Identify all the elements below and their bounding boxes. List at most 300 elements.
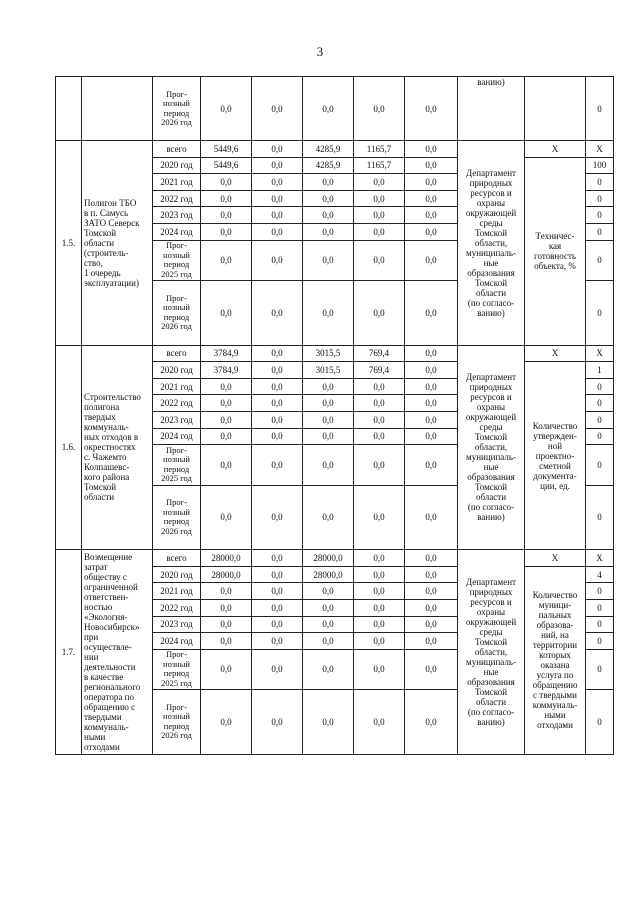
item-name-text: Полигон ТБО в п. Самусь ЗАТО Северск Томской области (строитель- ство, 1 очередь эксплуатации) xyxy=(84,197,140,288)
value-cell xyxy=(303,411,354,428)
value-cell-text: 0,0 xyxy=(425,210,437,221)
item-number-text: 1.7. xyxy=(61,646,76,657)
value-cell-text: 0,0 xyxy=(322,226,334,237)
value-cell xyxy=(303,599,354,616)
value-cell-text: 0,0 xyxy=(271,602,283,613)
value-cell xyxy=(354,362,405,379)
indicator-value-cell xyxy=(586,616,614,633)
period-cell-text: 2024 год xyxy=(160,431,193,442)
value-cell xyxy=(354,207,405,224)
period-cell-text: Прог- нозный период 2025 год xyxy=(161,649,192,688)
indicator-name-text: Количество утвержден- ной проектно- сметной документа- ции, ед. xyxy=(532,420,578,491)
value-cell-text: 0,0 xyxy=(425,160,437,171)
value-cell xyxy=(252,599,303,616)
value-cell-text: 0,0 xyxy=(271,176,283,187)
value-cell xyxy=(354,190,405,207)
value-cell-text: 0,0 xyxy=(322,307,334,318)
value-cell-text: 0,0 xyxy=(373,635,385,646)
value-cell-text: 0,0 xyxy=(271,143,283,154)
value-cell xyxy=(405,378,458,395)
value-cell xyxy=(201,378,252,395)
value-cell-text: 0,0 xyxy=(271,364,283,375)
value-cell-text: 0,0 xyxy=(425,619,437,630)
indicator-value-cell xyxy=(586,649,614,690)
indicator-value-cell xyxy=(586,174,614,191)
value-cell xyxy=(201,207,252,224)
value-cell-text: 0,0 xyxy=(220,586,232,597)
period-cell xyxy=(153,616,201,633)
period-cell-text: Прог- нозный период 2026 год xyxy=(161,497,192,536)
indicator-value-cell-text: X xyxy=(596,348,603,359)
indicator-cell xyxy=(525,77,586,141)
value-cell xyxy=(201,566,252,583)
indicator-value-cell-text: 100 xyxy=(592,160,607,171)
value-cell xyxy=(354,281,405,346)
item-name xyxy=(82,550,153,755)
indicator-value-cell-text: 1 xyxy=(597,364,602,375)
value-cell-text: 0,0 xyxy=(322,398,334,409)
value-cell xyxy=(303,77,354,141)
value-cell xyxy=(201,395,252,412)
value-cell-text: 0,0 xyxy=(322,414,334,425)
value-cell xyxy=(303,485,354,550)
indicator-value-cell-text: 0 xyxy=(597,226,602,237)
value-cell xyxy=(252,281,303,346)
value-cell xyxy=(252,445,303,486)
value-cell xyxy=(252,207,303,224)
value-cell-text: 0,0 xyxy=(425,586,437,597)
period-cell-text: 2023 год xyxy=(160,619,193,630)
value-cell-text: 5449,6 xyxy=(213,143,239,154)
value-cell-text: 0,0 xyxy=(373,586,385,597)
value-cell xyxy=(405,649,458,690)
value-cell xyxy=(201,633,252,650)
value-cell xyxy=(303,207,354,224)
value-cell xyxy=(405,207,458,224)
value-cell xyxy=(354,378,405,395)
value-cell xyxy=(405,223,458,240)
num-cell xyxy=(56,77,82,141)
value-cell-text: 0,0 xyxy=(220,226,232,237)
value-cell-text: 0,0 xyxy=(271,512,283,523)
period-cell-text: Прог- нозный период 2025 год xyxy=(161,240,192,279)
value-cell xyxy=(252,157,303,174)
value-cell-text: 0,0 xyxy=(220,210,232,221)
period-cell xyxy=(153,411,201,428)
value-cell-text: 0,0 xyxy=(322,431,334,442)
value-cell-text: 0,0 xyxy=(425,364,437,375)
dept-cell-text: ванию) xyxy=(477,77,505,87)
value-cell-text: 0,0 xyxy=(425,398,437,409)
value-cell xyxy=(252,583,303,600)
value-cell xyxy=(252,141,303,158)
period-cell xyxy=(153,77,201,141)
indicator-name-cell-text: X xyxy=(551,143,559,154)
value-cell xyxy=(354,240,405,281)
value-cell xyxy=(201,411,252,428)
value-cell xyxy=(354,411,405,428)
indicator-value-cell-text: 0 xyxy=(597,255,602,266)
value-cell xyxy=(201,428,252,445)
value-cell-text: 0,0 xyxy=(425,716,437,727)
period-cell-text: Прог- нозный период 2025 год xyxy=(161,444,192,484)
value-cell-text: 0,0 xyxy=(271,255,283,266)
period-cell-text: 2023 год xyxy=(160,414,193,425)
value-cell-text: 1165,7 xyxy=(366,143,392,154)
period-cell xyxy=(153,362,201,379)
value-cell xyxy=(303,362,354,379)
value-cell xyxy=(354,428,405,445)
value-cell xyxy=(354,223,405,240)
value-cell-text: 0,0 xyxy=(271,160,283,171)
value-cell xyxy=(252,566,303,583)
value-cell-text: 0,0 xyxy=(322,635,334,646)
indicator-value-cell xyxy=(586,345,614,362)
value-cell-text: 3784,9 xyxy=(213,364,239,375)
value-cell xyxy=(201,362,252,379)
value-cell-text: 28000,0 xyxy=(211,552,241,563)
indicator-name-cell-text: X xyxy=(551,552,559,563)
value-cell xyxy=(201,485,252,550)
value-cell-text: 0,0 xyxy=(373,716,385,727)
value-cell-text: 0,0 xyxy=(373,459,385,470)
value-cell-text: 0,0 xyxy=(271,307,283,318)
value-cell-text: 0,0 xyxy=(425,348,437,359)
value-cell xyxy=(201,281,252,346)
value-cell-text: 0,0 xyxy=(220,103,232,114)
value-cell-text: 0,0 xyxy=(271,459,283,470)
value-cell-text: 0,0 xyxy=(322,193,334,204)
value-cell-text: 0,0 xyxy=(425,307,437,318)
value-cell-text: 0,0 xyxy=(373,381,385,392)
value-cell-text: 0,0 xyxy=(373,307,385,318)
period-cell xyxy=(153,223,201,240)
indicator-value-cell-text: 0 xyxy=(597,431,602,442)
value-cell xyxy=(303,190,354,207)
value-cell-text: 0,0 xyxy=(220,414,232,425)
value-cell-text: 0,0 xyxy=(220,716,232,727)
indicator-name-cell xyxy=(525,345,586,362)
value-cell-text: 0,0 xyxy=(322,716,334,727)
value-cell-text: 0,0 xyxy=(271,586,283,597)
period-cell-text: 2021 год xyxy=(160,586,193,597)
value-cell xyxy=(201,445,252,486)
period-cell xyxy=(153,599,201,616)
period-cell xyxy=(153,207,201,224)
value-cell xyxy=(405,445,458,486)
value-cell xyxy=(201,190,252,207)
indicator-value-cell-text: 0 xyxy=(597,664,602,675)
value-cell-text: 4285,9 xyxy=(315,160,341,171)
value-cell-text: 0,0 xyxy=(220,459,232,470)
indicator-value-cell-text: 0 xyxy=(597,193,602,204)
value-cell-text: 0,0 xyxy=(373,619,385,630)
period-cell xyxy=(153,690,201,755)
value-cell-text: 0,0 xyxy=(271,635,283,646)
indicator-name-text: Количество муници- пальных образова- ний, на территории которых оказана услуга по обращению с твердыми коммуналь- ными отходами xyxy=(532,590,578,731)
indicator-value-cell-text: 0 xyxy=(597,602,602,613)
value-cell xyxy=(303,633,354,650)
value-cell-text: 0,0 xyxy=(322,255,334,266)
value-cell xyxy=(354,345,405,362)
period-cell xyxy=(153,281,201,346)
value-cell xyxy=(252,190,303,207)
period-cell-text: 2024 год xyxy=(160,226,193,237)
value-cell xyxy=(201,174,252,191)
period-cell-text: Прог- нозный период 2026 год xyxy=(161,292,192,332)
indicator-value-cell-text: X xyxy=(596,143,603,154)
period-cell xyxy=(153,566,201,583)
value-cell-text: 0,0 xyxy=(220,619,232,630)
value-cell-text: 28000,0 xyxy=(313,552,343,563)
item-number xyxy=(56,345,82,550)
table-row xyxy=(56,550,614,567)
period-cell xyxy=(153,550,201,567)
value-cell-text: 0,0 xyxy=(373,398,385,409)
value-cell xyxy=(201,345,252,362)
value-cell xyxy=(201,599,252,616)
item-name-text: Возмещение затрат обществу с ограниченной ответствен- ностью «Экология- Новосибирск» при осуществле- нии деятельности в качестве регионального оператора по обращению с твердыми коммуналь- ными отходами xyxy=(84,551,141,752)
value-cell-text: 0,0 xyxy=(220,431,232,442)
indicator-value-cell-text: 0 xyxy=(597,176,602,187)
value-cell-text: 0,0 xyxy=(220,664,232,675)
responsible-dept-text: Департамент природных ресурсов и охраны окружающей среды Томской области, муниципаль- ные образования Томской области (по согласо- ванию) xyxy=(465,372,517,523)
value-cell xyxy=(354,174,405,191)
indicator-value-cell-text: 0 xyxy=(597,635,602,646)
value-cell xyxy=(252,633,303,650)
value-cell-text: 0,0 xyxy=(373,103,385,114)
value-cell-text: 0,0 xyxy=(425,255,437,266)
value-cell xyxy=(405,77,458,141)
value-cell-text: 5449,6 xyxy=(213,160,239,171)
value-cell xyxy=(405,411,458,428)
value-cell-text: 0,0 xyxy=(425,512,437,523)
value-cell xyxy=(303,395,354,412)
value-cell-text: 0,0 xyxy=(271,619,283,630)
value-cell xyxy=(252,616,303,633)
indicator-value-cell-text: 0 xyxy=(597,619,602,630)
table-row xyxy=(56,345,614,362)
value-cell-text: 0,0 xyxy=(271,716,283,727)
value-cell xyxy=(252,345,303,362)
value-cell xyxy=(405,550,458,567)
indicator-value-cell xyxy=(586,378,614,395)
value-cell xyxy=(252,411,303,428)
value-cell xyxy=(354,141,405,158)
period-cell-text: Прог- нозный период 2026 год xyxy=(161,88,192,127)
value-cell-text: 0,0 xyxy=(271,226,283,237)
period-cell-text: 2022 год xyxy=(160,398,193,409)
indicator-value-cell-text: 0 xyxy=(597,716,602,727)
value-cell xyxy=(405,281,458,346)
period-cell xyxy=(153,157,201,174)
value-cell-text: 0,0 xyxy=(373,210,385,221)
value-cell-text: 0,0 xyxy=(322,586,334,597)
value-cell xyxy=(252,174,303,191)
indicator-value-cell-text: 0 xyxy=(597,307,602,318)
value-cell xyxy=(252,362,303,379)
responsible-dept-text: Департамент природных ресурсов и охраны окружающей среды Томской области, муниципаль- ные образования Томской области (по согласо- ванию) xyxy=(465,167,517,318)
item-number xyxy=(56,141,82,346)
value-cell xyxy=(405,345,458,362)
value-cell-text: 769,4 xyxy=(368,364,390,375)
value-cell xyxy=(405,566,458,583)
period-cell xyxy=(153,141,201,158)
value-cell xyxy=(354,77,405,141)
value-cell xyxy=(252,428,303,445)
value-cell-text: 0,0 xyxy=(373,552,385,563)
value-cell xyxy=(405,428,458,445)
value-cell-text: 0,0 xyxy=(425,552,437,563)
budget-table xyxy=(55,76,614,755)
value-cell xyxy=(405,240,458,281)
value-cell-text: 0,0 xyxy=(271,398,283,409)
period-cell-text: всего xyxy=(166,143,187,154)
item-number-text: 1.5. xyxy=(61,237,76,248)
value-cell xyxy=(303,378,354,395)
value-cell-text: 0,0 xyxy=(220,193,232,204)
indicator-name xyxy=(525,566,586,754)
value-cell xyxy=(303,174,354,191)
value-cell xyxy=(201,550,252,567)
value-cell-text: 0,0 xyxy=(373,193,385,204)
value-cell-text: 0,0 xyxy=(322,210,334,221)
value-cell-text: 0,0 xyxy=(425,635,437,646)
value-cell-text: 0,0 xyxy=(220,176,232,187)
value-cell-text: 4285,9 xyxy=(315,143,341,154)
period-cell-text: 2021 год xyxy=(160,176,193,187)
value-cell-text: 0,0 xyxy=(425,193,437,204)
period-cell xyxy=(153,174,201,191)
indicator-value-cell xyxy=(586,428,614,445)
indicator-value-cell xyxy=(586,690,614,755)
value-cell xyxy=(303,566,354,583)
indicator-value-cell-text: 0 xyxy=(597,210,602,221)
value-cell xyxy=(252,395,303,412)
value-cell-text: 0,0 xyxy=(425,569,437,580)
value-cell-text: 0,0 xyxy=(220,255,232,266)
indicator-value-cell-text: 0 xyxy=(597,512,602,523)
indicator-value-cell xyxy=(586,207,614,224)
value-cell-text: 28000,0 xyxy=(313,569,343,580)
period-cell-text: 2024 год xyxy=(160,635,193,646)
indicator-value-cell-text: 0 xyxy=(597,381,602,392)
value-cell xyxy=(405,174,458,191)
period-cell xyxy=(153,345,201,362)
indicator-value-cell xyxy=(586,362,614,379)
period-cell xyxy=(153,649,201,690)
period-cell xyxy=(153,583,201,600)
value-cell-text: 0,0 xyxy=(271,569,283,580)
value-cell-text: 0,0 xyxy=(322,381,334,392)
indicator-name-cell-text: X xyxy=(551,348,559,359)
value-cell xyxy=(201,77,252,141)
value-cell-text: 0,0 xyxy=(271,431,283,442)
value-cell-text: 28000,0 xyxy=(211,569,241,580)
value-cell-text: 0,0 xyxy=(322,103,334,114)
value-cell-text: 3015,5 xyxy=(315,364,341,375)
value-cell-text: 0,0 xyxy=(271,193,283,204)
value-cell xyxy=(303,428,354,445)
value-cell-text: 0,0 xyxy=(322,512,334,523)
value-cell-text: 0,0 xyxy=(220,635,232,646)
carry-over-row xyxy=(56,77,614,141)
indicator-value-cell-text: X xyxy=(596,552,603,563)
period-cell-text: всего xyxy=(166,348,187,359)
item-name-text: Строительство полигона твердых коммуналь- ных отходов в окрестностях с. Чажемто Колпашевс- кого района Томской области xyxy=(84,392,141,503)
value-cell-text: 0,0 xyxy=(373,255,385,266)
period-cell xyxy=(153,240,201,281)
period-cell-text: Прог- нозный период 2026 год xyxy=(161,701,192,741)
value-cell xyxy=(201,649,252,690)
value-cell xyxy=(405,690,458,755)
value-cell xyxy=(303,141,354,158)
value-cell xyxy=(252,240,303,281)
value-cell xyxy=(354,395,405,412)
value-cell-text: 0,0 xyxy=(322,619,334,630)
value-cell xyxy=(354,649,405,690)
indicator-value-cell-text: 4 xyxy=(597,569,602,580)
value-cell-text: 0,0 xyxy=(373,431,385,442)
period-cell-text: 2023 год xyxy=(160,210,193,221)
value-cell xyxy=(303,157,354,174)
value-cell xyxy=(405,583,458,600)
page-number: 3 xyxy=(316,44,324,59)
period-cell xyxy=(153,633,201,650)
indicator-value-cell xyxy=(586,599,614,616)
value-cell-text: 1165,7 xyxy=(366,160,392,171)
value-cell-text: 0,0 xyxy=(220,602,232,613)
value-cell xyxy=(303,583,354,600)
value-cell xyxy=(354,616,405,633)
value-cell xyxy=(252,550,303,567)
value-cell xyxy=(252,378,303,395)
value-cell xyxy=(252,485,303,550)
responsible-dept xyxy=(458,141,525,346)
item-number-text: 1.6. xyxy=(61,442,76,453)
value-cell xyxy=(405,157,458,174)
value-cell xyxy=(405,395,458,412)
indicator-value-cell xyxy=(586,445,614,486)
value-cell xyxy=(354,583,405,600)
value-cell xyxy=(405,616,458,633)
value-cell-text: 0,0 xyxy=(425,176,437,187)
value-cell xyxy=(252,223,303,240)
value-cell xyxy=(201,141,252,158)
indicator-value-cell xyxy=(586,223,614,240)
value-cell-text: 0,0 xyxy=(271,664,283,675)
value-cell xyxy=(303,550,354,567)
value-cell-text: 0,0 xyxy=(425,103,437,114)
period-cell-text: 2020 год xyxy=(160,364,193,375)
value-cell xyxy=(252,690,303,755)
responsible-dept-text: Департамент природных ресурсов и охраны окружающей среды Томской области, муниципаль- ные образования Томской области (по согласо- ванию) xyxy=(465,576,517,727)
value-cell-text: 0,0 xyxy=(322,602,334,613)
value-cell-text: 0,0 xyxy=(220,381,232,392)
value-cell xyxy=(405,485,458,550)
value-cell xyxy=(201,616,252,633)
value-cell-text: 0,0 xyxy=(373,176,385,187)
item-number xyxy=(56,550,82,755)
period-cell-text: 2022 год xyxy=(160,193,193,204)
item-name xyxy=(82,141,153,346)
period-cell xyxy=(153,485,201,550)
indicator-name xyxy=(525,157,586,345)
value-cell xyxy=(405,633,458,650)
indicator-value-cell-text: 0 xyxy=(597,398,602,409)
value-cell-text: 0,0 xyxy=(425,381,437,392)
indicator-value-cell-text: 0 xyxy=(597,103,602,114)
